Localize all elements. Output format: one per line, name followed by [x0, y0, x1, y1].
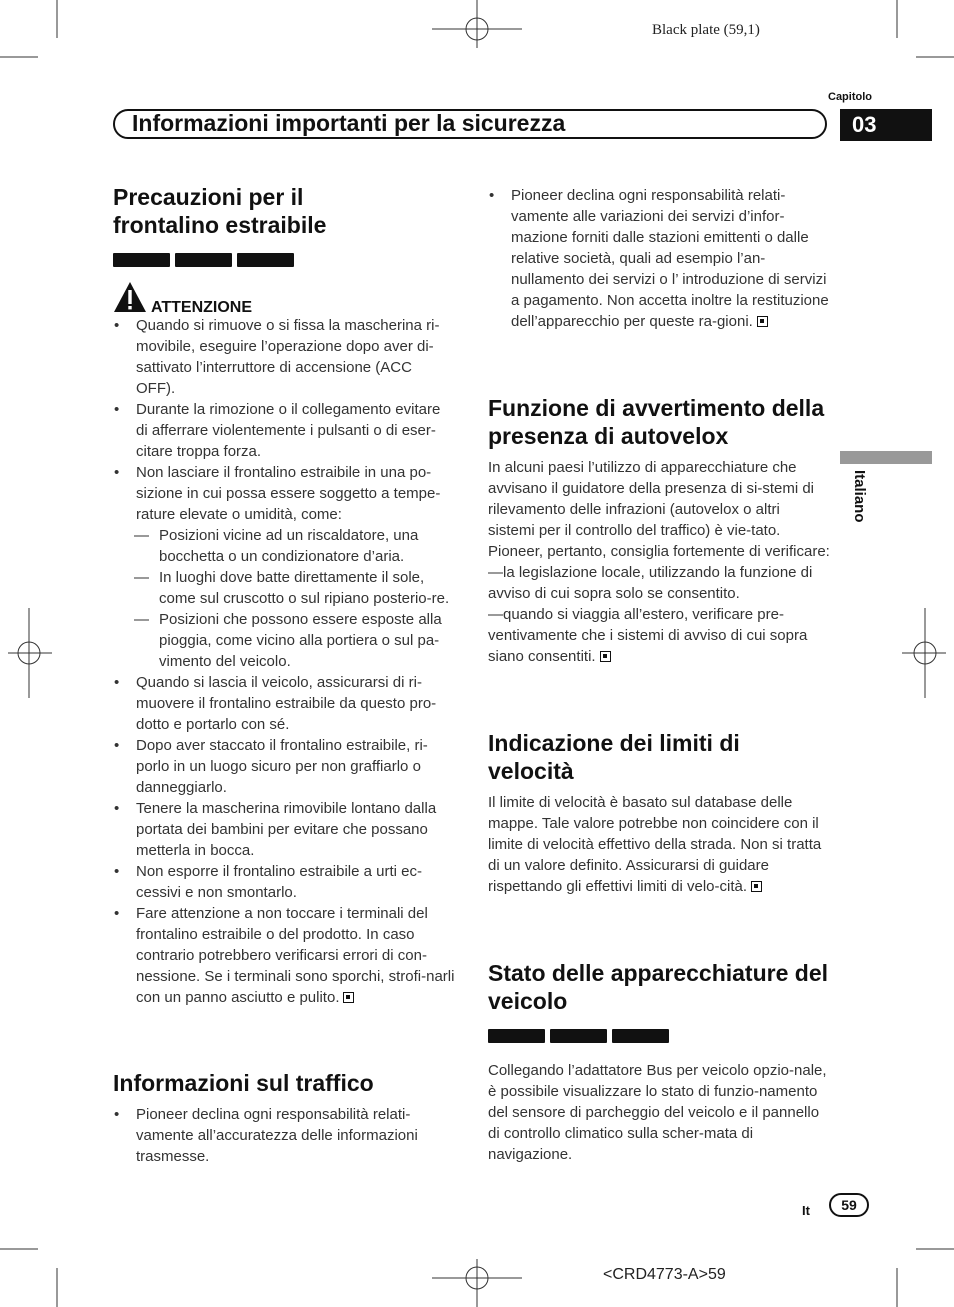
- warning-triangle-icon: [113, 281, 147, 313]
- page-header-title: Informazioni importanti per la sicurezza: [132, 110, 566, 136]
- vehicle-status-text: [488, 1060, 830, 1165]
- section-title-vehicle-status: Stato delle apparecchiature del veicolo: [488, 960, 829, 1014]
- sub-list-item: — Posizioni che possono essere esposte alla pioggia, come vicino alla portiera o sul pa-vimento del veicolo.: [113, 609, 455, 672]
- list-item-text: Fare attenzione a non toccare i terminali del frontalino estraibile o del prodotto. In caso contrario potrebbero verificarsi errori di con-nessione. Se i terminali sono sporchi, strofi-narli con un panno asciutto e pulito.: [136, 905, 455, 1006]
- model-tag: [237, 253, 294, 267]
- traffic-list-continued: [488, 185, 830, 332]
- chapter-number-badge: 03: [840, 109, 932, 141]
- section-title-speed-camera: Funzione di avvertimento della presenza di autovelox: [488, 395, 825, 449]
- language-tab-bar: [840, 451, 932, 464]
- model-tags: [113, 253, 299, 267]
- end-of-section-icon: [757, 316, 768, 327]
- list-item: • Durante la rimozione o il collegamento evitare di afferrare violentemente i pulsanti o di eser-citare troppa forza.: [113, 399, 455, 462]
- sub-list-item: — In luoghi dove batte direttamente il sole, come sul cruscotto o sul ripiano posterio-re.: [113, 567, 455, 609]
- document-code: <CRD4773-A>59: [603, 1266, 726, 1283]
- model-tag: [612, 1029, 669, 1043]
- model-tags: [488, 1029, 674, 1043]
- list-item: • Pioneer declina ogni responsabilità relati-vamente all’accuratezza delle informazioni trasmesse.: [113, 1104, 455, 1167]
- end-of-section-icon: [751, 881, 762, 892]
- list-item: • Tenere la mascherina rimovibile lontano dalla portata dei bambini per evitare che possano metterla in bocca.: [113, 798, 455, 861]
- paragraph: In alcuni paesi l’utilizzo di apparecchiature che avvisano il guidatore della presenza di si-stemi di rilevamento delle infrazioni (autovelox o altri sistemi per il controllo del traffico) è vie-tato. Pioneer, pertanto, consiglia fortemente di verificare:: [488, 459, 830, 560]
- paragraph: —la legislazione locale, utilizzando la funzione di avviso di cui sopra solo se consentito.: [488, 564, 813, 602]
- list-item: • Quando si lascia il veicolo, assicurarsi di ri-muovere il frontalino estraibile da questo pro-dotto e portarlo con sé.: [113, 672, 455, 735]
- list-item: • Non esporre il frontalino estraibile a urti ec-cessivi e non smontarlo.: [113, 861, 455, 903]
- caution-label: ATTENZIONE: [151, 299, 253, 316]
- language-tab-label: Italiano: [851, 470, 868, 523]
- section-title-traffic-info: Informazioni sul traffico: [113, 1070, 374, 1096]
- black-plate-label: Black plate (59,1): [652, 22, 760, 38]
- model-tag: [488, 1029, 545, 1043]
- footer-language-code: It: [802, 1203, 810, 1218]
- list-item: [488, 185, 830, 332]
- paragraph: [488, 792, 830, 897]
- speed-camera-text: [488, 457, 830, 667]
- page-number: 59: [829, 1193, 869, 1217]
- caution-list: [113, 315, 455, 1008]
- list-item: • Dopo aver staccato il frontalino estraibile, ri-porlo in un luogo sicuro per non graffiarlo o danneggiarlo.: [113, 735, 455, 798]
- chapter-label: Capitolo: [828, 91, 872, 103]
- list-item: • Non lasciare il frontalino estraibile in una po-sizione in cui possa essere soggetto a tempe-rature elevate o umidità, come:: [113, 462, 455, 525]
- paragraph-last: [488, 604, 830, 667]
- section-title-speed-limits: Indicazione dei limiti di velocità: [488, 730, 740, 784]
- model-tag: [550, 1029, 607, 1043]
- list-item-text: Pioneer declina ogni responsabilità relati-vamente alle variazioni dei servizi d’infor-mazione forniti dalle stazioni emittenti o dalle relative società, quali ad esempio l’an-nullamento dei servizi o l’ introduzione di servizi a pagamento. Non accetta inoltre la restituzione dell’apparecchio per queste ra-gioni.: [511, 187, 829, 330]
- paragraph: Collegando l’adattatore Bus per veicolo opzio-nale, è possibile visualizzare lo stato di funzio-namento del sensore di parcheggio del veicolo e il pannello di controllo climatico sulla scher-mata di navigazione.: [488, 1062, 827, 1163]
- end-of-section-icon: [343, 992, 354, 1003]
- sub-list-item: — Posizioni vicine ad un riscaldatore, una bocchetta o un condizionatore d’aria.: [113, 525, 455, 567]
- model-tag: [113, 253, 170, 267]
- end-of-section-icon: [600, 651, 611, 662]
- model-tag: [175, 253, 232, 267]
- list-item-last: [113, 903, 455, 1008]
- traffic-list: [113, 1104, 455, 1167]
- paragraph-text: Il limite di velocità è basato sul database delle mappe. Tale valore potrebbe non coincidere con il limite di velocità effettivo della strada. Non si tratta di un valore definito. Assicurarsi di guidare rispettando gli effettivi limiti di velo-cità.: [488, 794, 822, 895]
- paragraph-text: —quando si viaggia all’estero, verificare pre-ventivamente che i sistemi di avviso di cui sopra siano consentiti.: [488, 606, 808, 665]
- speed-limits-text: [488, 792, 830, 897]
- list-item: • Quando si rimuove o si fissa la mascherina ri-movibile, eseguire l’operazione dopo aver di-sattivato l’interruttore di accensione (ACC OFF).: [113, 315, 455, 399]
- section-title-removable-panel: Precauzioni per il frontalino estraibile: [113, 184, 327, 238]
